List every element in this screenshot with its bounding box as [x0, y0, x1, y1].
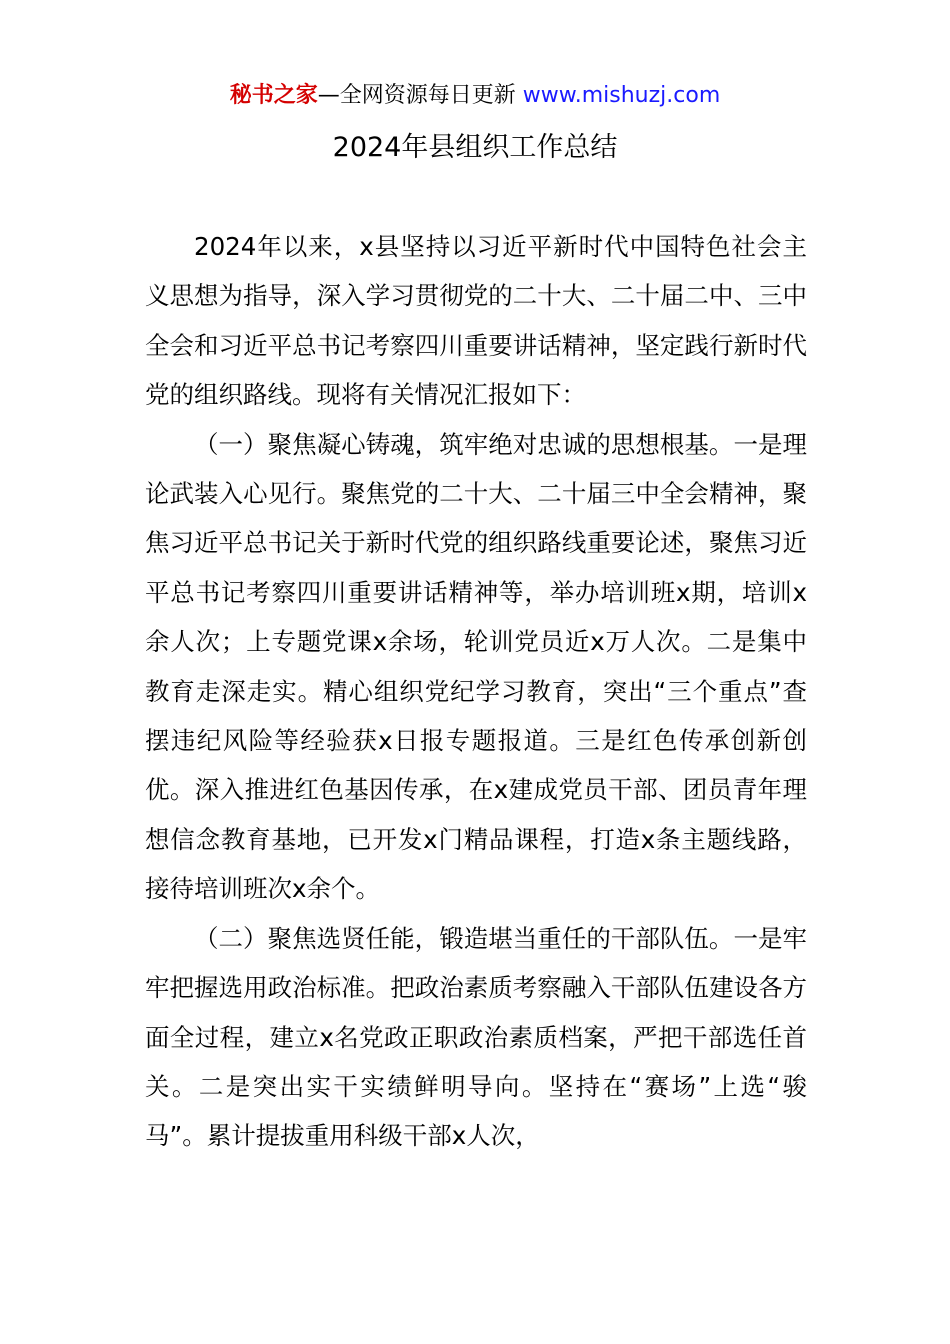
- site-header: [0, 80, 950, 112]
- paragraph-section-2: （二）聚焦选贤任能，锻造堪当重任的干部队伍。一是牢牢把握选用政治标准。把政治素质考察融入干部队伍建设各方面全过程，建立x名党政正职政治素质档案，严把干部选任首关。二是突出实干实绩鲜明导向。坚持在“赛场”上选“骏马”。累计提拔重用科级干部x人次，: [145, 923, 807, 1151]
- brand-name[interactable]: 秘书之家: [229, 83, 318, 108]
- document-body: [145, 222, 807, 1161]
- paragraph-section-1: （一）聚焦凝心铸魂，筑牢绝对忠诚的思想根基。一是理论武装入心见行。聚焦党的二十大、二十届三中全会精神，聚焦习近平总书记关于新时代党的组织路线重要论述，聚焦习近平总书记考察四川重要讲话精神等，举办培训班x期，培训x余人次；上专题党课x余场，轮训党员近x万人次。二是集中教育走深走实。精心组织党纪学习教育，突出“三个重点”查摆违纪风险等经验获x日报专题报道。三是红色传承创新创优。深入推进红色基因传承，在x建成党员干部、团员青年理想信念教育基地，已开发x门精品课程，打造x条主题线路，接待培训班次x余个。: [145, 429, 807, 904]
- paragraph-intro: 2024年以来，x县坚持以习近平新时代中国特色社会主义思想为指导，深入学习贯彻党的二十大、二十届二中、三中全会和习近平总书记考察四川重要讲话精神，坚定践行新时代党的组织路线。现将有关情况汇报如下：: [145, 232, 807, 410]
- site-url-link[interactable]: www.mishuzj.com: [522, 83, 721, 108]
- header-tagline: —全网资源每日更新: [317, 83, 516, 108]
- document-title: 2024年县组织工作总结: [332, 132, 618, 163]
